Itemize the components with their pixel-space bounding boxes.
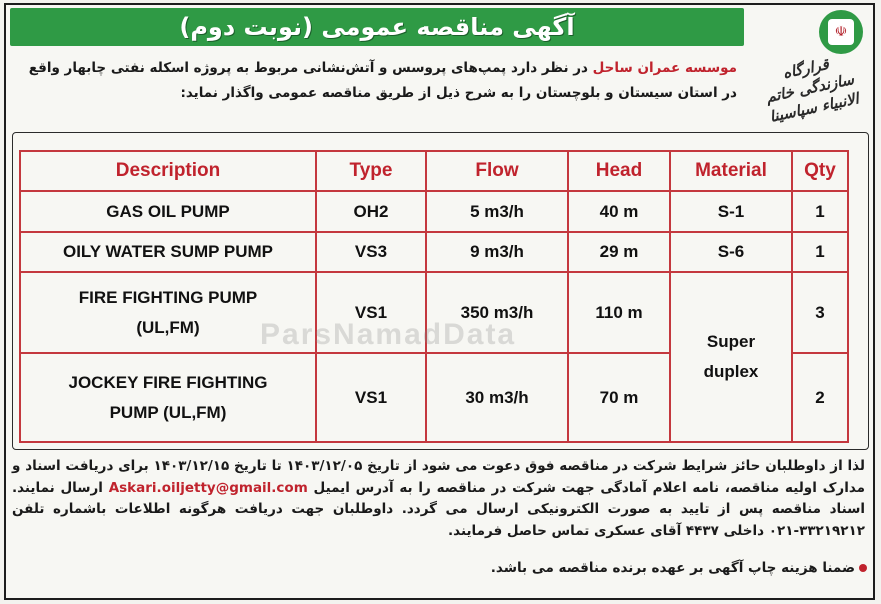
- header-flow: Flow: [426, 151, 568, 191]
- pump-spec-table: [19, 150, 849, 443]
- cell-description-line1: FIRE FIGHTING PUMP: [78, 287, 258, 307]
- header-type: Type: [316, 151, 426, 191]
- organization-name: موسسه عمران ساحل: [592, 60, 737, 76]
- cell-description: [20, 272, 316, 353]
- footnote-text: ضمنا هزینه چاپ آگهی بر عهده برنده مناقصه می باشد.: [490, 560, 855, 576]
- intro-line2: در استان سیستان و بلوچستان را به شرح ذیل از طریق مناقصه عمومی واگذار نماید:: [180, 85, 737, 101]
- cell-qty: 1: [792, 191, 848, 231]
- table-header-row: [20, 151, 848, 191]
- cell-qty: 3: [792, 272, 848, 353]
- title-banner: [10, 8, 744, 46]
- logo-text: قرارگاه سازندگی خاتم الانبیاء سپاسینا: [764, 54, 861, 126]
- cell-qty: 1: [792, 232, 848, 272]
- cell-type: VS1: [316, 353, 426, 442]
- intro-paragraph: [12, 56, 737, 122]
- body-paragraph: [12, 456, 865, 548]
- material-line1: Super: [706, 332, 756, 352]
- cell-description: GAS OIL PUMP: [20, 191, 316, 231]
- cell-description: [20, 353, 316, 442]
- header-material: Material: [670, 151, 792, 191]
- header-description: Description: [20, 151, 316, 191]
- cell-head: 110 m: [568, 272, 670, 353]
- organization-logo: [763, 8, 873, 130]
- watermark: ParsNamadData: [260, 318, 517, 351]
- emblem-icon: [819, 10, 863, 54]
- cell-flow: 5 m3/h: [426, 191, 568, 231]
- body-part2: ارسال نمایند. اسناد مناقصه پس از تایید به صورت الکترونیکی ارسال می گردد. داوطلبان جهت دریافت هرگونه اطلاعات باشماره تلفن ۳۳۲۱۹۲۱۲-۰۲۱ داخلی ۴۴۳۷ آقای عسکری تماس حاصل فرمایند.: [12, 479, 865, 539]
- header-head: Head: [568, 151, 670, 191]
- table-row: [20, 191, 848, 231]
- table-row: [20, 232, 848, 272]
- cell-material: S-1: [670, 191, 792, 231]
- footnote: [14, 560, 867, 576]
- material-line2: duplex: [703, 362, 759, 382]
- table-row: [20, 272, 848, 353]
- cell-head: 29 m: [568, 232, 670, 272]
- body-part1: لذا از داوطلبان حائز شرایط شرکت در مناقصه فوق دعوت می شود از تاریخ ۱۴۰۳/۱۲/۰۵ تا تاریخ ۱۴۰۳/۱۲/۱۵ برای دریافت اسناد و مدارک اولیه مناقصه، نامه اعلام آمادگی جهت شرکت در مناقصه را به آدرس ایمیل: [12, 458, 865, 496]
- cell-description-line2: (UL,FM): [136, 317, 200, 337]
- cell-description-line1: JOCKEY FIRE FIGHTING: [68, 372, 268, 392]
- cell-description: OILY WATER SUMP PUMP: [20, 232, 316, 272]
- cell-description-line2: PUMP (UL,FM): [109, 402, 227, 422]
- cell-flow: 350 m3/h: [426, 272, 568, 353]
- email-link[interactable]: Askari.oiljetty@gmail.com: [108, 479, 308, 496]
- cell-type: VS3: [316, 232, 426, 272]
- cell-type: VS1: [316, 272, 426, 353]
- banner-title: آگهی مناقصه عمومی (نوبت دوم): [179, 13, 575, 41]
- header-qty: Qty: [792, 151, 848, 191]
- cell-flow: 30 m3/h: [426, 353, 568, 442]
- iran-emblem-icon: ☫: [828, 19, 854, 45]
- cell-flow: 9 m3/h: [426, 232, 568, 272]
- bullet-icon: [859, 564, 867, 572]
- cell-material: S-6: [670, 232, 792, 272]
- cell-material-merged: [670, 272, 792, 442]
- cell-head: 40 m: [568, 191, 670, 231]
- intro-line1: در نظر دارد پمپ‌های پروسس و آتش‌نشانی مربوط به پروژه اسکله نفتی چابهار واقع: [28, 60, 593, 76]
- cell-head: 70 m: [568, 353, 670, 442]
- cell-qty: 2: [792, 353, 848, 442]
- cell-type: OH2: [316, 191, 426, 231]
